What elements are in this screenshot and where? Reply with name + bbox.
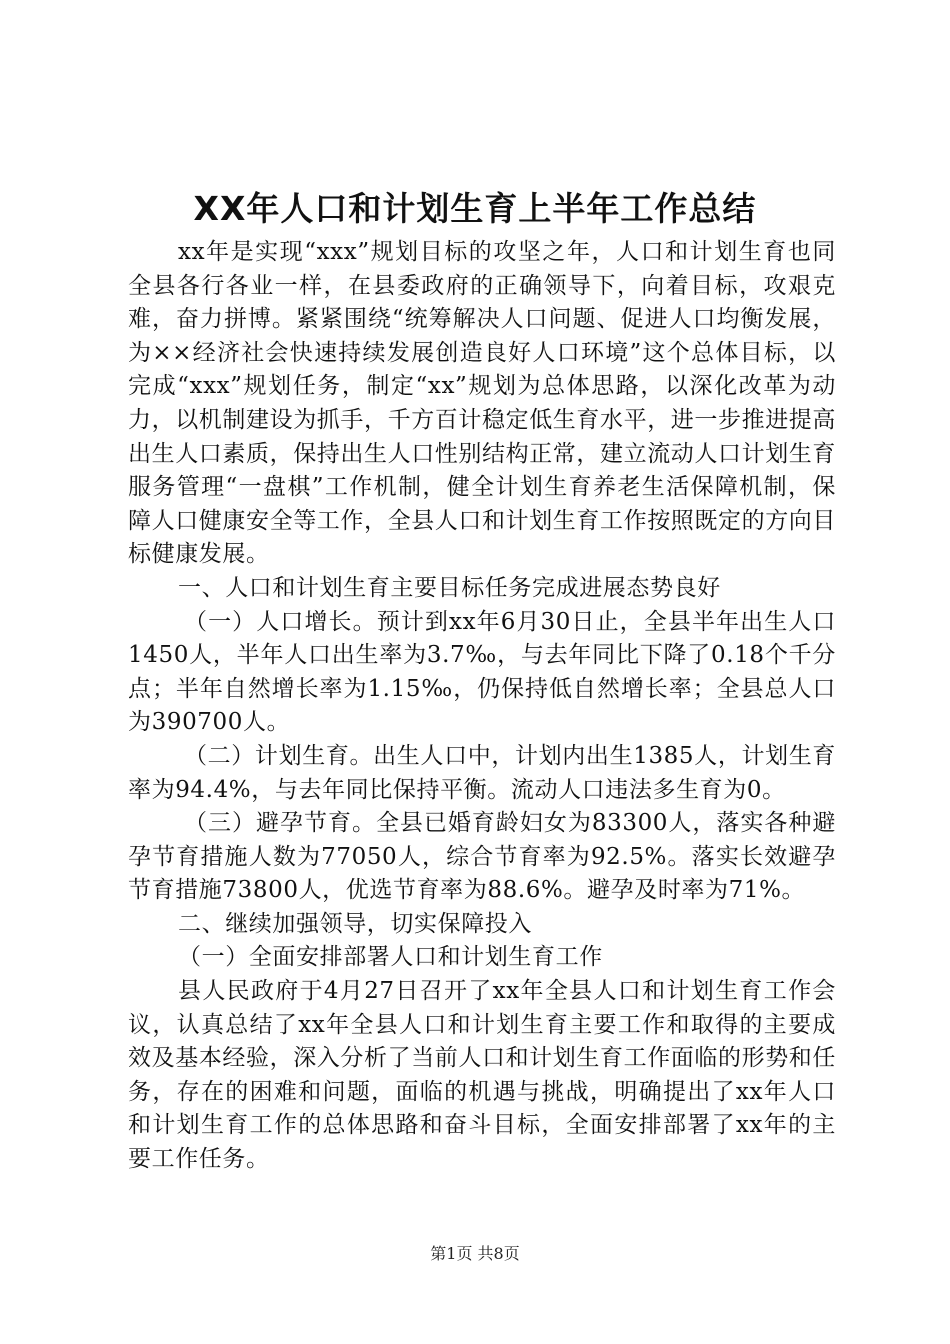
page-footer: 第1页 共8页	[430, 1244, 520, 1263]
section-heading-1: 一、人口和计划生育主要目标任务完成进展态势良好	[178, 574, 721, 601]
subsection-family-planning: （二）计划生育。出生人口中，计划内出生1385人，计划生育率为94.4%，与去年同比保持平衡。流动人口违法多生育为0。	[128, 742, 836, 803]
subsection-contraception: （三）避孕节育。全县已婚育龄妇女为83300人，落实各种避孕节育措施人数为77050人，综合节育率为92.5%。落实长效避孕节育措施73800人，优选节育率为88.6%。避孕及时率为71%。	[128, 810, 836, 904]
deployment-paragraph: 县人民政府于4月27日召开了xx年全县人口和计划生育工作会议，认真总结了xx年全县人口和计划生育主要工作和取得的主要成效及基本经验，深入分析了当前人口和计划生育工作面临的形势和任务，存在的困难和问题，面临的机遇与挑战，明确提出了xx年人口和计划生育工作的总体思路和奋斗目标，全面安排部署了xx年的主要工作任务。	[128, 978, 836, 1173]
subsection-heading-deployment: （一）全面安排部署人口和计划生育工作	[178, 944, 603, 971]
document-title: XX年人口和计划生育上半年工作总结	[193, 189, 757, 228]
intro-paragraph: xx年是实现“xxx”规划目标的攻坚之年，人口和计划生育也同全县各行各业一样，在县委政府的正确领导下，向着目标，攻艰克难，奋力拼博。紧紧围绕“统筹解决人口问题、促进人口均衡发展，为××经济社会快速持续发展创造良好人口环境”这个总体目标，以完成“xxx”规划任务，制定“xx”规划为总体思路，以深化改革为动力，以机制建设为抓手，千方百计稳定低生育水平，进一步推进提高出生人口素质，保持出生人口性别结构正常，建立流动人口计划生育服务管理“一盘棋”工作机制，健全计划生育养老生活保障机制，保障人口健康安全等工作，全县人口和计划生育工作按照既定的方向目标健康发展。	[128, 239, 836, 568]
document-body	[128, 236, 836, 1177]
section-heading-2: 二、继续加强领导，切实保障投入	[178, 910, 532, 937]
subsection-population-growth: （一）人口增长。预计到xx年6月30日止，全县半年出生人口1450人，半年人口出生率为3.7‰，与去年同比下降了0.18个千分点；半年自然增长率为1.15‰，仍保持低自然增长率；全县总人口为390700人。	[128, 608, 836, 736]
